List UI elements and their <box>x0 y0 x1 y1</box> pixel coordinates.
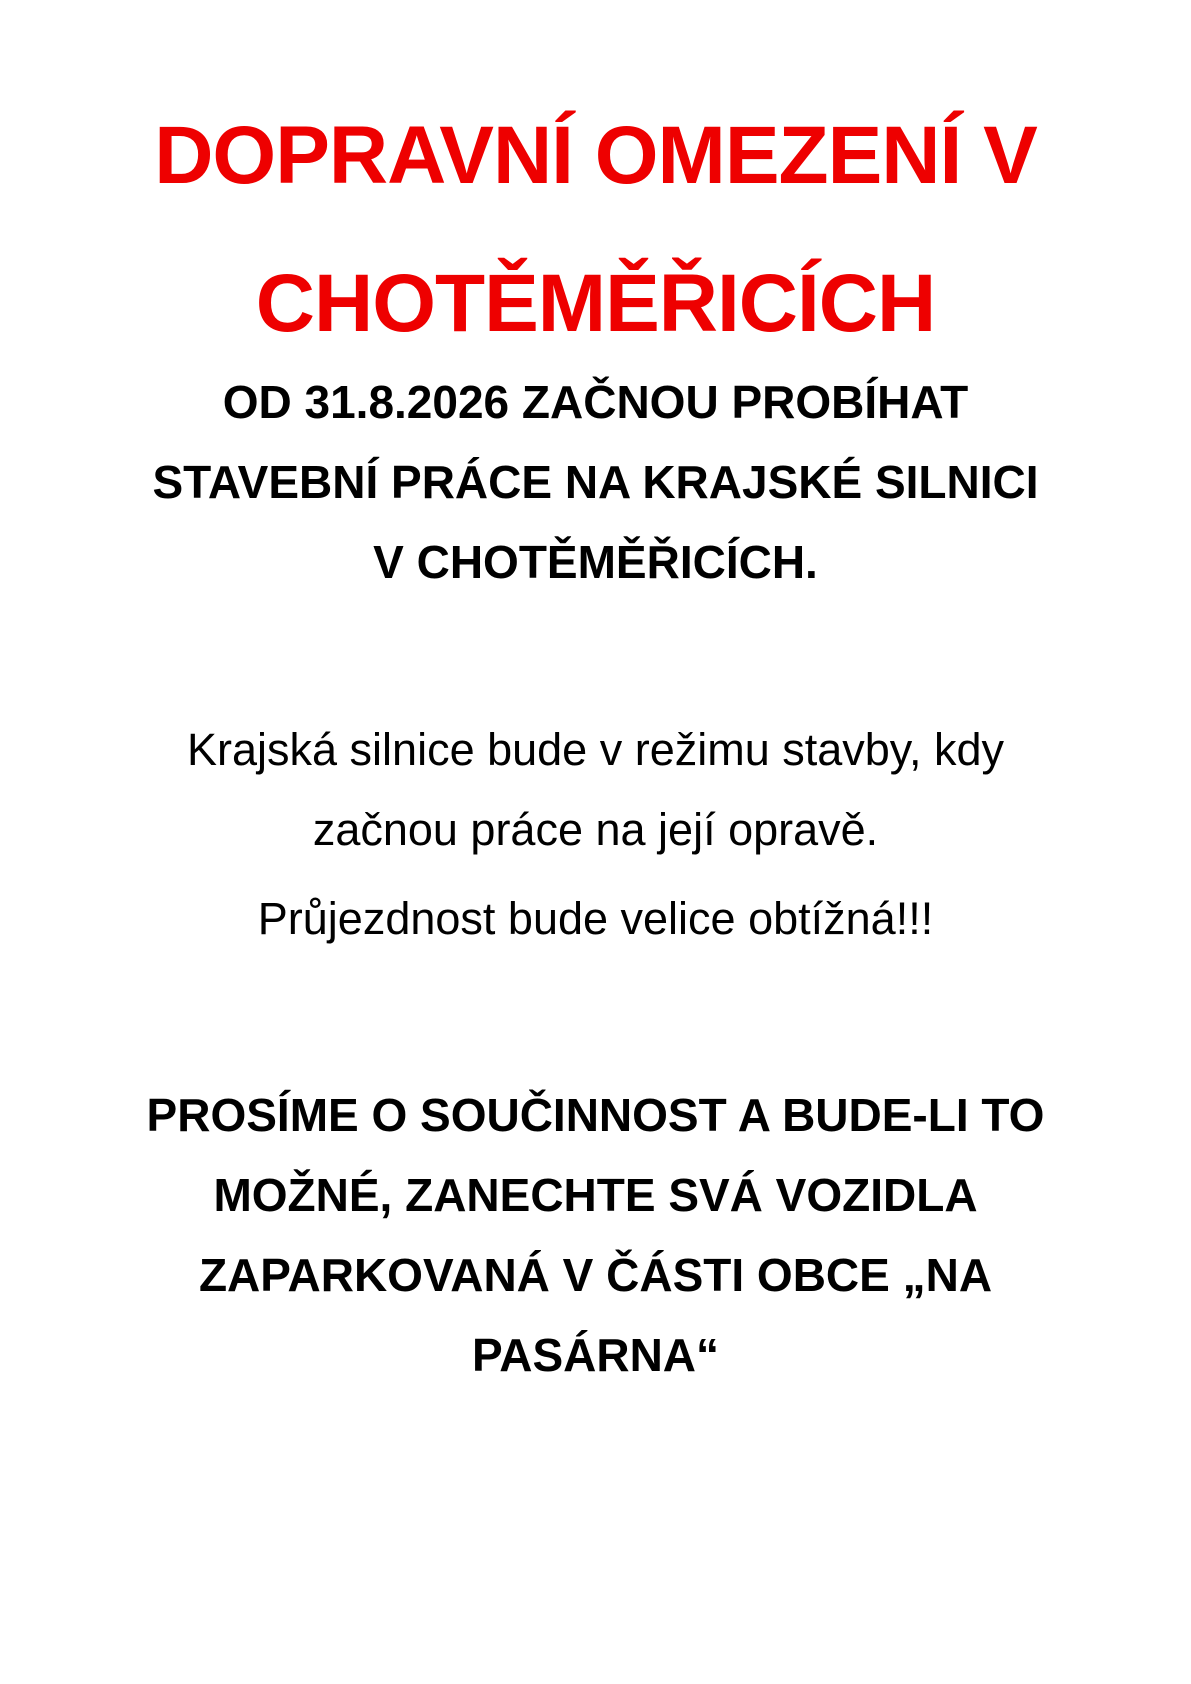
closing-line-2: MOŽNÉ, ZANECHTE SVÁ VOZIDLA <box>213 1169 978 1221</box>
notice-paragraph <box>60 710 1131 959</box>
page-title <box>60 82 1131 378</box>
title-line-2: CHOTĚMĚŘICÍCH <box>255 258 936 349</box>
closing-line-4: PASÁRNA“ <box>471 1329 720 1381</box>
notice-line-2: začnou práce na její opravě. <box>312 804 879 855</box>
lead-paragraph <box>60 362 1131 602</box>
closing-line-1: PROSÍME O SOUČINNOST A BUDE-LI TO <box>146 1089 1045 1141</box>
notice-warning: Průjezdnost bude velice obtížná!!! <box>257 893 934 944</box>
title-line-1: DOPRAVNÍ OMEZENÍ V <box>154 110 1037 201</box>
lead-line-3: V CHOTĚMĚŘICÍCH. <box>373 536 818 588</box>
closing-paragraph <box>60 1075 1131 1395</box>
lead-line-1: OD 31.8.2026 ZAČNOU PROBÍHAT <box>222 376 969 428</box>
lead-line-2: STAVEBNÍ PRÁCE NA KRAJSKÉ SILNICI <box>152 456 1039 508</box>
notice-line-1: Krajská silnice bude v režimu stavby, kdy <box>187 724 1004 775</box>
closing-line-3: ZAPARKOVANÁ V ČÁSTI OBCE „NA <box>198 1249 993 1301</box>
